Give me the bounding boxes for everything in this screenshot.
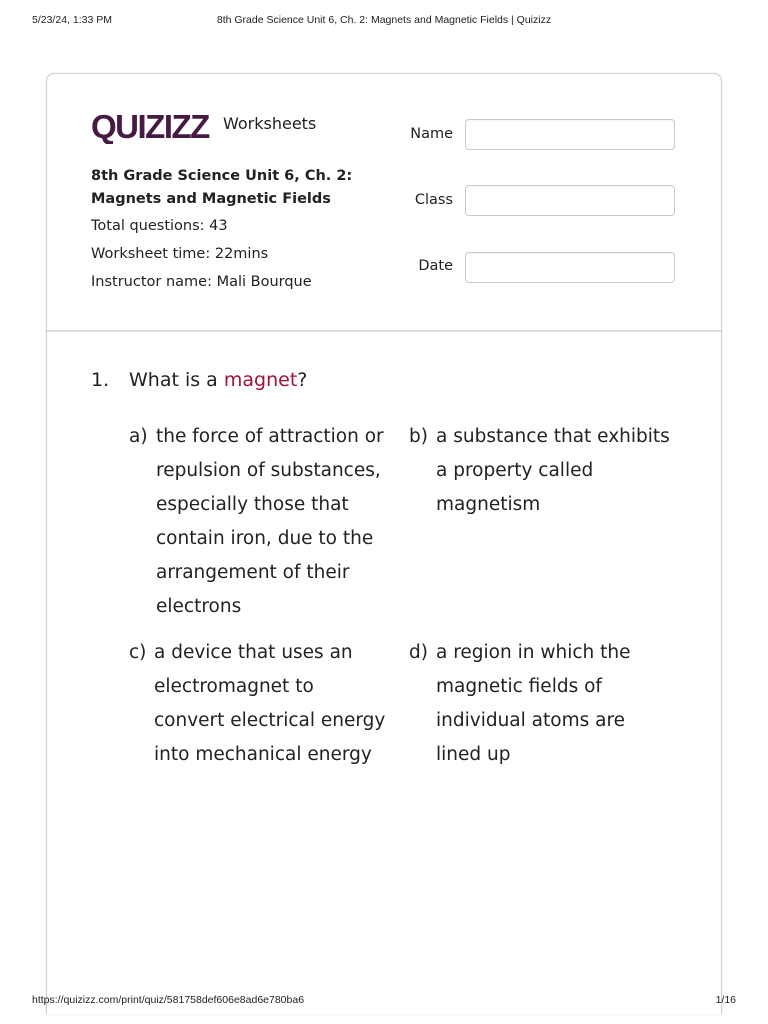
print-page-number: 1/16 [715,994,736,1006]
worksheets-label: Worksheets [223,114,317,133]
total-questions: Total questions: 43 [91,218,228,234]
name-field[interactable] [465,119,675,150]
question-number: 1. [91,369,110,391]
question-prefix: What is a [129,369,224,391]
option-c-letter: c) [129,642,147,663]
question-suffix: ? [297,369,308,391]
name-label: Name [410,126,453,142]
option-d-letter: d) [409,642,428,663]
date-label: Date [418,258,453,274]
option-a-letter: a) [129,426,148,447]
quizizz-logo [91,108,215,144]
print-timestamp: 5/23/24, 1:33 PM [32,14,112,26]
print-header [0,14,768,30]
instructor-name: Instructor name: Mali Bourque [91,274,312,290]
date-field[interactable] [465,252,675,283]
option-b-text: a substance that exhibits a property called magnetism [436,426,670,515]
quiz-title: 8th Grade Science Unit 6, Ch. 2: Magnets and Magnetic Fields [91,168,353,207]
print-footer [0,994,768,1010]
question-keyword: magnet [223,369,298,391]
worksheet-time: Worksheet time: 22mins [91,246,269,262]
quizizz-logo-mark [91,108,215,144]
print-page-title: 8th Grade Science Unit 6, Ch. 2: Magnets and Magnetic Fields | Quizizz [216,14,552,26]
option-d-text: a region in which the magnetic fields of individual atoms are lined up [436,642,631,765]
worksheet-page [46,73,722,1014]
option-b-letter: b) [409,426,428,447]
class-label: Class [414,192,453,208]
class-field[interactable] [465,185,675,216]
option-c-text: a device that uses an electromagnet to convert electrical energy into mechanical energy [154,642,386,765]
quizizz-logo-text: QUIZIZZ [91,108,209,144]
question-text [129,369,307,391]
option-a-text: the force of attraction or repulsion of substances, especially those that contain iron, due to the arrangement of their electrons [156,426,384,617]
worksheet-header [47,74,721,332]
print-url: https://quizizz.com/print/quiz/581758def606e8ad6e780ba6 [32,994,305,1006]
